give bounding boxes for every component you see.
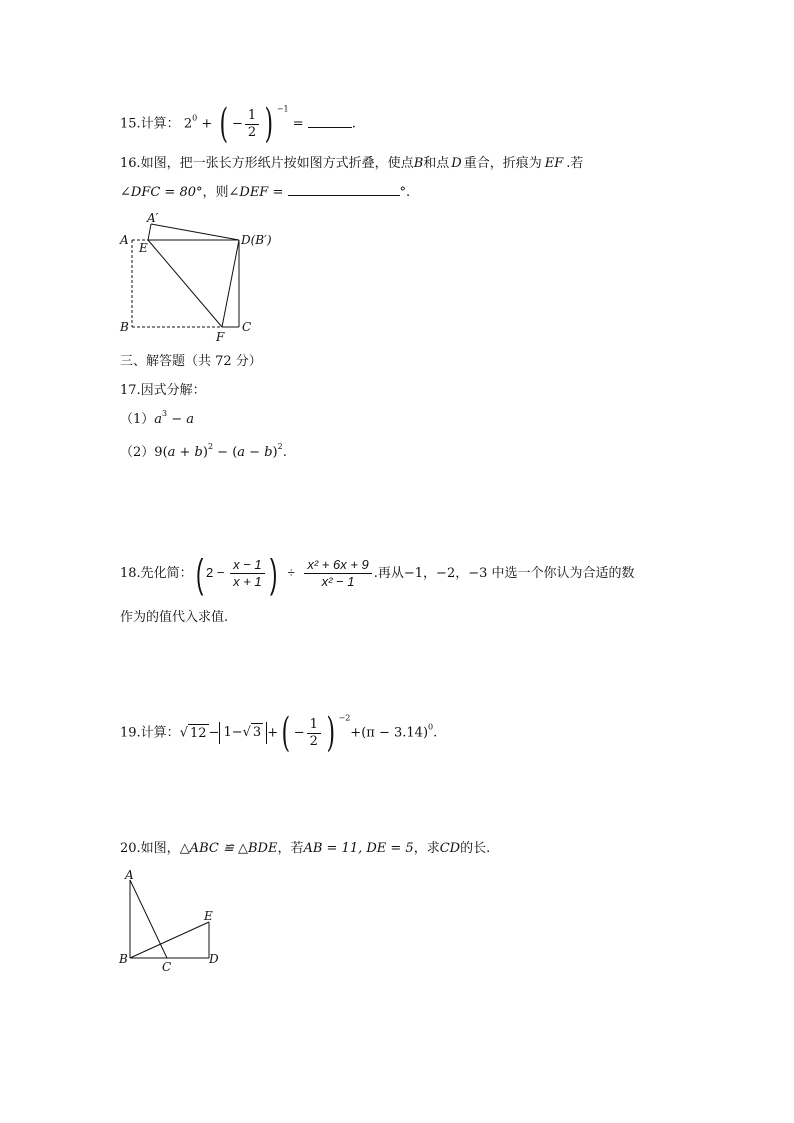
q15-minus: − — [232, 116, 243, 132]
q16-text-a: 16.如图，把一张长方形纸片按如图方式折叠，使点 — [120, 156, 414, 171]
q19-negative: − — [293, 725, 305, 741]
q20-segment-ac — [130, 880, 167, 958]
q16-text-b: 和点 — [423, 156, 450, 171]
q15-right-paren: ) — [264, 101, 274, 147]
q15-plus: + — [201, 116, 213, 132]
section-3-heading: 三、解答题（共 72 分） — [120, 354, 262, 369]
q15-left-paren: ( — [219, 101, 229, 147]
q15-denominator: 2 — [247, 124, 257, 140]
q20-text-b: ，若 — [277, 841, 304, 856]
q19-denominator: 2 — [309, 733, 318, 749]
q18-fraction-2-den: x² − 1 — [321, 574, 355, 590]
q19-absolute-value: 1−√ 3 — [219, 722, 267, 744]
q15-exponent: −1 — [276, 104, 289, 114]
q16-point-d: D — [451, 156, 462, 171]
q20-figure-lines — [130, 880, 209, 958]
q17-part-1-label: （1） — [120, 412, 155, 427]
q15-equals: = — [292, 116, 304, 132]
q18-suffix: .再从−1，−2，−3 中选一个你认为合适的数 — [373, 566, 635, 581]
q16-label-f: F — [216, 330, 225, 344]
q20-segment-cd: CD — [439, 841, 461, 856]
q18-fraction-1-den: x + 1 — [233, 574, 262, 590]
q19-plus-2: + — [350, 725, 362, 741]
q16-label-c: C — [242, 320, 252, 334]
q17-part-2-diff: a − b — [237, 445, 273, 460]
q17-part-2-sum: a + b — [167, 445, 203, 460]
q16-text-e: ，则 — [202, 185, 229, 200]
q16-degree-end: °. — [399, 185, 411, 200]
q19-plus: + — [267, 725, 279, 741]
q20-text-d: 的长. — [460, 841, 491, 856]
q19-exponent: −2 — [338, 713, 351, 723]
q20-label-b: B — [119, 952, 128, 966]
q16-given-angle: ∠DFC = 80° — [120, 185, 203, 200]
q16-label-e: E — [139, 241, 148, 255]
q17-part-1-b: − a — [167, 412, 195, 427]
q15-prefix: 15.计算： — [120, 116, 180, 132]
q20-label-d: D — [209, 952, 219, 966]
q17-part-2-end: . — [282, 445, 287, 460]
q18-fraction-1-num: x − 1 — [230, 557, 265, 574]
question-18-line-2: 作为的值代入求值. — [120, 610, 229, 625]
q16-label-a: A — [120, 233, 129, 247]
q16-label-b: B — [120, 320, 129, 334]
q20-given: AB = 11, DE = 5 — [303, 841, 414, 856]
q15-end: . — [351, 116, 356, 132]
q16-label-d-b-prime: D(B′) — [241, 233, 272, 247]
q16-text-d: .若 — [566, 156, 584, 171]
question-19: 19.计算：√ 12 − 1−√ 3 +( − $\frac{1}{2}$ ) $^{-2}+(\pi - 3.14)^0$. — [120, 710, 438, 756]
q19-prefix: 19.计算： — [120, 725, 180, 741]
q15-exp0: 0 — [192, 113, 198, 123]
q15-base: 2 — [183, 116, 193, 132]
q18-two-minus: 2 − — [206, 565, 225, 580]
q17-part-2-coef: 9 — [154, 445, 163, 460]
q19-end: . — [433, 725, 438, 741]
q19-sqrt-3: 3 — [252, 725, 262, 740]
q17-part-2-exp1: 2 — [207, 442, 214, 451]
q20-segment-be — [130, 922, 209, 958]
q19-exp-zero: 0 — [428, 722, 434, 732]
q17-part-1-exp: 3 — [162, 409, 168, 418]
q19-minus: − — [208, 725, 220, 741]
q18-right-paren: ) — [269, 551, 277, 596]
q18-divide: ÷ — [287, 565, 295, 580]
q16-text-c: 重合，折痕为 — [463, 156, 542, 171]
q16-label-a-prime: A′ — [147, 211, 159, 225]
q18-prefix: 18.先化简： — [120, 566, 193, 581]
q20-text-a: 20.如图， — [120, 841, 180, 856]
question-17-part-2: $(2)9(a + b)^2 - (a - b)^2$. — [120, 442, 287, 460]
q16-point-b: B — [413, 156, 424, 171]
q17-part-2-exp2: 2 — [277, 442, 283, 451]
q16-crease-ef: EF — [544, 156, 564, 171]
question-17-title: 17.因式分解： — [120, 383, 206, 398]
q17-part-1-a: a — [154, 412, 163, 427]
q18-fraction-2-num: x² + 6x + 9 — [304, 557, 371, 574]
q20-text-c: ，求 — [413, 841, 440, 856]
q20-label-c: C — [162, 960, 172, 974]
q19-numerator: 1 — [307, 717, 321, 734]
q15-numerator: 1 — [245, 108, 259, 125]
q17-part-2-minus: − — [213, 445, 233, 460]
q16-asked-angle: ∠DEF = — [228, 185, 284, 200]
q19-right-paren: ) — [326, 710, 335, 756]
q20-label-a: A — [125, 868, 134, 882]
q17-part-2-label: （2） — [120, 445, 155, 460]
q19-abs-one-minus: 1− — [223, 725, 243, 740]
q19-left-paren: ( — [281, 710, 291, 756]
q18-left-paren: ( — [195, 551, 204, 596]
q20-congruence: △ABC ≌ △BDE — [179, 841, 278, 856]
q19-pi-minus: π − 3.14 — [366, 725, 423, 741]
q20-label-e: E — [204, 909, 213, 923]
q19-sqrt-12: 12 — [189, 725, 207, 741]
